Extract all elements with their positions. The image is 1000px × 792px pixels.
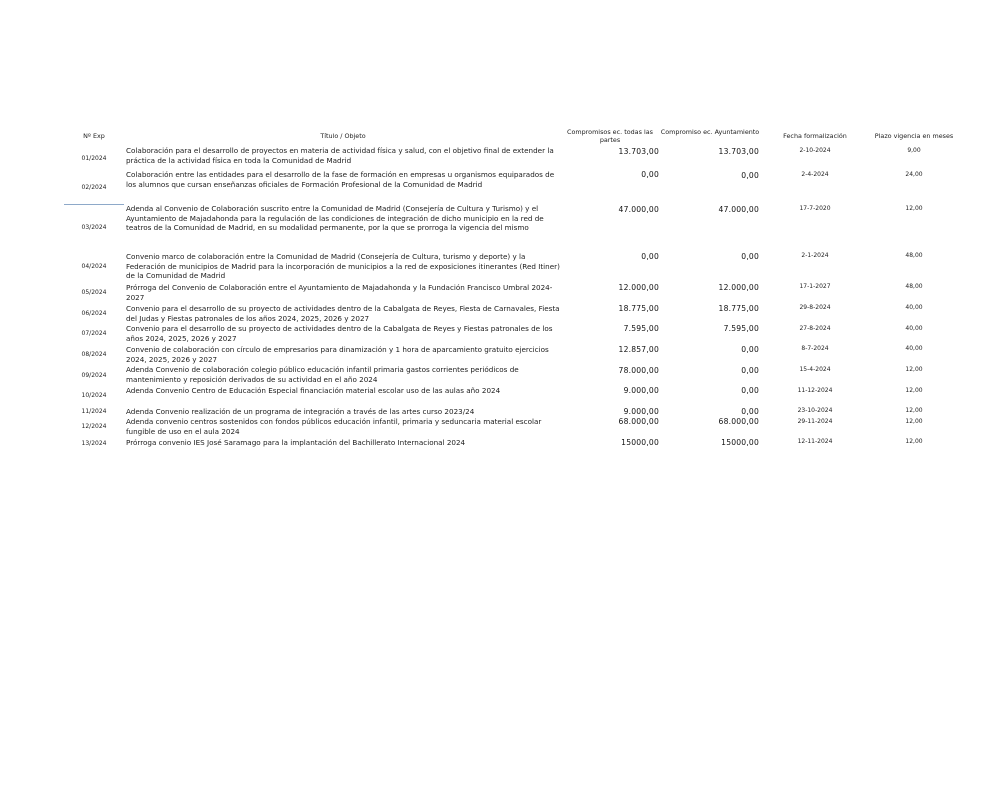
row-titulo: Colaboración entre las entidades para el desarrollo de la fase de formación en empresas u organismos equiparados de los alumnos que cursan enseñanzas oficiales de Formación Profesional de la Comunidad de Madrid <box>126 170 555 189</box>
row-fecha: 8-7-2024 <box>801 345 829 352</box>
row-exp: 02/2024 <box>81 184 107 191</box>
row-comp-ayto: 0,00 <box>741 345 759 354</box>
row-plazo: 40,00 <box>905 304 923 311</box>
row-exp: 06/2024 <box>81 310 107 317</box>
row-exp: 05/2024 <box>81 289 107 296</box>
row-plazo: 48,00 <box>905 252 923 259</box>
row-comp-todas: 12.857,00 <box>618 345 659 354</box>
row-titulo: Adenda Convenio realización de un programa de integración a través de las artes curso 2023/24 <box>126 407 475 416</box>
row-fecha: 11-12-2024 <box>797 387 833 394</box>
row-fecha: 2-10-2024 <box>799 147 831 154</box>
row-titulo: Adenda convenio centros sostenidos con fondos públicos educación infantil, primaria y seduncaria material escolar fungible de uso en el aula 2024 <box>126 417 542 436</box>
row-comp-todas: 68.000,00 <box>618 417 659 426</box>
row-fecha: 2-4-2024 <box>801 171 829 178</box>
row-plazo: 12,00 <box>905 418 923 425</box>
header-exp: Nº Exp <box>83 132 105 140</box>
cell-border-line <box>64 204 124 205</box>
row-fecha: 29-8-2024 <box>799 304 831 311</box>
row-fecha: 17-1-2027 <box>799 283 831 290</box>
row-exp: 04/2024 <box>81 263 107 270</box>
header-compromiso-ayuntamiento: Compromiso ec. Ayuntamiento <box>660 128 760 136</box>
row-comp-ayto: 0,00 <box>741 407 759 416</box>
row-titulo: Convenio marco de colaboración entre la Comunidad de Madrid (Consejería de Cultura, turismo y deporte) y la Federación de municipios de Madrid para la incorporación de municipios a la red de exposiciones itinerantes (Red Itiner) de la Comunidad de Madrid <box>126 252 560 281</box>
row-comp-todas: 12.000,00 <box>618 283 659 292</box>
row-exp: 11/2024 <box>81 408 107 415</box>
row-comp-todas: 15000,00 <box>621 438 659 447</box>
row-titulo: Adenda Convenio de colaboración colegio público educación infantil primaria gastos corrientes periódicos de mantenimiento y reposición derivados de su actividad en el año 2024 <box>126 365 519 384</box>
row-comp-todas: 7.595,00 <box>623 324 659 333</box>
row-comp-ayto: 7.595,00 <box>723 324 759 333</box>
row-plazo: 48,00 <box>905 283 923 290</box>
row-comp-ayto: 0,00 <box>741 366 759 375</box>
row-plazo: 40,00 <box>905 345 923 352</box>
row-plazo: 12,00 <box>905 205 923 212</box>
header-titulo: Título / Objeto <box>320 132 366 140</box>
row-plazo: 12,00 <box>905 366 923 373</box>
row-comp-todas: 9.000,00 <box>623 407 659 416</box>
header-plazo: Plazo vigencia en meses <box>874 132 954 140</box>
row-fecha: 2-1-2024 <box>801 252 829 259</box>
header-fecha: Fecha formalización <box>783 132 847 140</box>
row-comp-ayto: 15000,00 <box>721 438 759 447</box>
row-comp-ayto: 47.000,00 <box>718 205 759 214</box>
row-comp-ayto: 12.000,00 <box>718 283 759 292</box>
row-comp-ayto: 68.000,00 <box>718 417 759 426</box>
row-comp-todas: 78.000,00 <box>618 366 659 375</box>
row-fecha: 17-7-2020 <box>799 205 831 212</box>
row-titulo: Prórroga convenio IES José Saramago para la implantación del Bachillerato Internacional 2024 <box>126 438 466 447</box>
row-fecha: 27-8-2024 <box>799 325 831 332</box>
row-exp: 09/2024 <box>81 372 107 379</box>
row-fecha: 23-10-2024 <box>797 407 833 414</box>
row-titulo: Convenio para el desarrollo de su proyecto de actividades dentro de la Cabalgata de Reyes y Fiestas patronales de los años 2024, 2025, 2026 y 2027 <box>126 324 553 343</box>
row-fecha: 29-11-2024 <box>797 418 833 425</box>
row-comp-todas: 9.000,00 <box>623 386 659 395</box>
header-compromisos-todas: Compromisos ec. todas las partes <box>567 128 653 144</box>
row-comp-todas: 47.000,00 <box>618 205 659 214</box>
row-fecha: 15-4-2024 <box>799 366 831 373</box>
row-titulo: Adenda Convenio Centro de Educación Especial financiación material escolar uso de las aulas año 2024 <box>126 386 501 395</box>
row-exp: 01/2024 <box>81 155 107 162</box>
row-titulo: Adenda al Convenio de Colaboración suscrito entre la Comunidad de Madrid (Consejería de Cultura y Turismo) y el Ayuntamiento de Majadahonda para la regulación de las condiciones de integración de dicho municipio en la red de teatros de la Comunidad de Madrid, en su modalidad permanente, por la que se prorroga la vigencia del mismo <box>126 204 544 233</box>
row-titulo: Colaboración para el desarrollo de proyectos en materia de actividad física y salud, con el objetivo final de extender la práctica de la actividad física en toda la Comunidad de Madrid <box>126 146 554 165</box>
row-plazo: 12,00 <box>905 387 923 394</box>
row-titulo: Prórroga del Convenio de Colaboración entre el Ayuntamiento de Majadahonda y la Fundación Francisco Umbral 2024-2027 <box>126 283 553 302</box>
row-comp-ayto: 0,00 <box>741 386 759 395</box>
row-fecha: 12-11-2024 <box>797 438 833 445</box>
row-exp: 10/2024 <box>81 392 107 399</box>
row-comp-ayto: 0,00 <box>741 252 759 261</box>
row-exp: 07/2024 <box>81 330 107 337</box>
row-comp-ayto: 18.775,00 <box>718 304 759 313</box>
row-plazo: 24,00 <box>905 171 923 178</box>
row-plazo: 9,00 <box>907 147 921 154</box>
row-exp: 03/2024 <box>81 224 107 231</box>
row-comp-todas: 0,00 <box>641 170 659 179</box>
row-exp: 08/2024 <box>81 351 107 358</box>
row-comp-ayto: 13.703,00 <box>718 147 759 156</box>
row-titulo: Convenio de colaboración con círculo de empresarios para dinamización y 1 hora de aparcamiento gratuito ejercicios 2024, 2025, 2026 y 2027 <box>126 345 549 364</box>
row-comp-todas: 0,00 <box>641 252 659 261</box>
row-comp-todas: 13.703,00 <box>618 147 659 156</box>
row-titulo: Convenio para el desarrollo de su proyecto de actividades dentro de la Cabalgata de Reyes, Fiesta de Carnavales, Fiesta del Judas y Fiestas patronales de los años 2024, 2025, 2026 y 2027 <box>126 304 560 323</box>
row-exp: 12/2024 <box>81 423 107 430</box>
row-comp-todas: 18.775,00 <box>618 304 659 313</box>
row-exp: 13/2024 <box>81 440 107 447</box>
row-plazo: 40,00 <box>905 325 923 332</box>
row-plazo: 12,00 <box>905 407 923 414</box>
row-plazo: 12,00 <box>905 438 923 445</box>
row-comp-ayto: 0,00 <box>741 171 759 180</box>
